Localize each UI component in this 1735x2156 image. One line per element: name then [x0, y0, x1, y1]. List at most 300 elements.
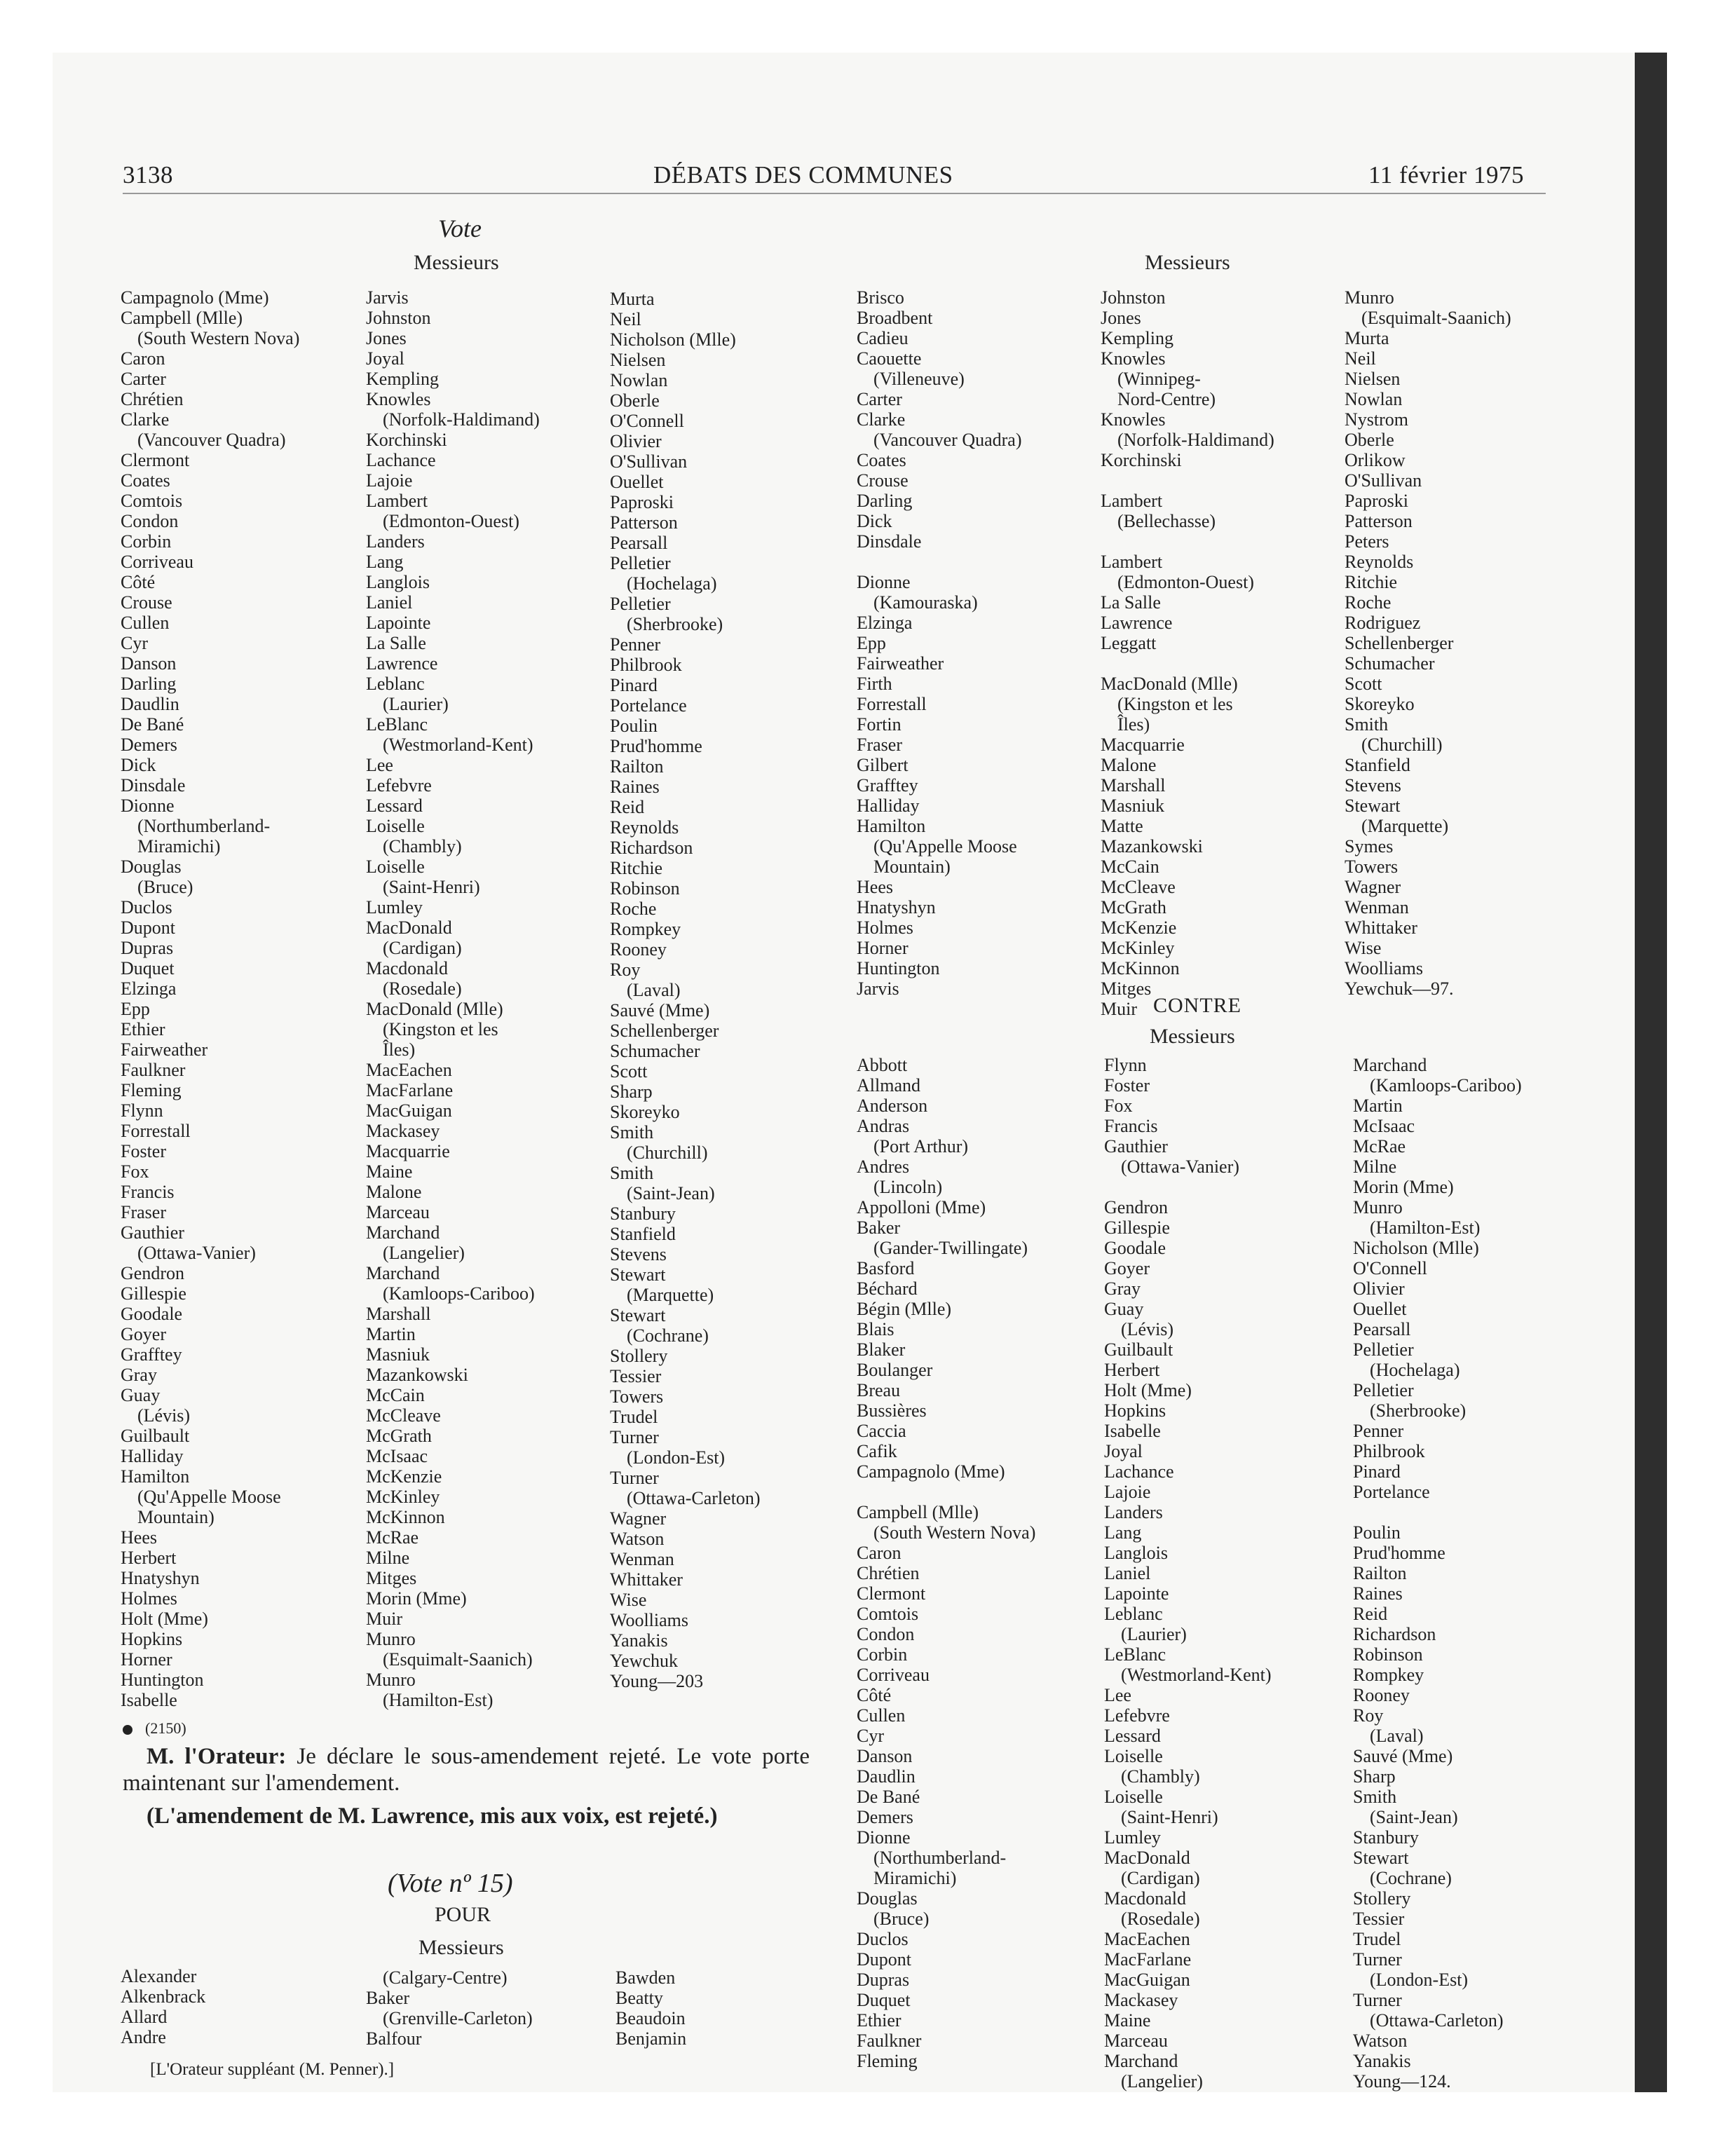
member-name: Holmes [857, 917, 913, 938]
member-name: LeBlanc [366, 714, 428, 735]
member-name: (Laurier) [383, 694, 449, 714]
member-name: Smith [1345, 714, 1389, 735]
member-name: Holt (Mme) [121, 1609, 208, 1629]
member-name: Gillespie [121, 1283, 186, 1304]
member-name: Ethier [857, 2010, 901, 2031]
member-name: Stanbury [610, 1203, 676, 1224]
member-name: Faulkner [857, 2031, 922, 2051]
member-name: Whittaker [1345, 917, 1417, 938]
member-name: Gendron [1104, 1197, 1168, 1217]
member-name: Nystrom [1345, 409, 1408, 430]
member-name: Stewart [610, 1305, 666, 1325]
contre-column-3 [1353, 1055, 1522, 2092]
member-name: Marceau [1104, 2031, 1168, 2051]
member-name: Reynolds [1345, 552, 1414, 572]
member-name: (Sherbrooke) [1370, 1400, 1467, 1421]
member-name: Macdonald [366, 958, 448, 978]
member-name: (Cochrane) [1370, 1868, 1452, 1888]
member-name: Paproski [610, 492, 674, 512]
member-name: Malone [1101, 755, 1157, 775]
member-name: Crouse [857, 470, 909, 491]
member-name: Milne [1353, 1157, 1397, 1177]
member-name: Masniuk [366, 1344, 430, 1365]
member-name: McKinnon [1101, 958, 1180, 978]
member-name: Turner [610, 1427, 659, 1447]
member-name: (Ottawa-Carleton) [627, 1488, 761, 1508]
member-name: Yanakis [610, 1630, 668, 1651]
member-name: Roche [610, 899, 657, 919]
member-name: Chrétien [121, 389, 184, 409]
member-name: Gauthier [121, 1222, 184, 1243]
time-marker-text: (2150) [145, 1719, 186, 1737]
member-name: Duclos [857, 1929, 909, 1949]
member-name: Cyr [857, 1726, 884, 1746]
member-name: De Bané [857, 1787, 920, 1807]
member-name: Holt (Mme) [1104, 1380, 1192, 1400]
messieurs-heading-contre: Messieurs [1150, 1025, 1235, 1048]
member-name: Roy [1353, 1705, 1384, 1726]
member-name: Watson [1353, 2031, 1408, 2051]
member-name: Daudlin [121, 694, 179, 714]
member-name: Penner [610, 634, 661, 655]
member-name: Grafftey [121, 1344, 182, 1365]
member-name: Gillespie [1104, 1217, 1170, 1238]
member-name: Brisco [857, 287, 904, 308]
member-name: Caouette [857, 348, 922, 369]
member-name: Forrestall [857, 694, 927, 714]
member-name: Prud'homme [610, 736, 702, 756]
member-name: (Vancouver Quadra) [873, 430, 1022, 450]
member-name: (Lincoln) [873, 1177, 943, 1197]
pour-column-3 [615, 1967, 686, 2049]
member-name: Clermont [857, 1583, 926, 1604]
member-name: Nicholson (Mlle) [610, 329, 736, 350]
member-name: (Ottawa-Vanier) [1121, 1157, 1239, 1177]
vote-15-heading: (Vote nº 15) [388, 1869, 513, 1898]
member-name: Oberle [610, 390, 660, 411]
member-name: Mazankowski [366, 1365, 468, 1385]
member-name: Munro [366, 1629, 416, 1649]
member-name: Mountain) [873, 857, 951, 877]
member-name: (Hochelaga) [1370, 1360, 1460, 1380]
member-name: Turner [1353, 1990, 1402, 2010]
member-name: Fleming [121, 1080, 182, 1100]
member-name: Baker [366, 1988, 410, 2008]
member-name: Langlois [1104, 1543, 1168, 1563]
member-name: Leblanc [366, 674, 425, 694]
member-name: MacDonald [1104, 1848, 1190, 1868]
member-name: (Rosedale) [383, 978, 462, 999]
member-name: Danson [121, 653, 177, 674]
member-name: Hopkins [1104, 1400, 1166, 1421]
member-name: Lefebvre [1104, 1705, 1170, 1726]
member-name: LeBlanc [1104, 1644, 1166, 1665]
member-name: Macquarrie [366, 1141, 450, 1161]
member-name: (Chambly) [383, 836, 462, 857]
member-name: Coates [857, 450, 906, 470]
member-name: Gray [1104, 1278, 1141, 1299]
member-name: Olivier [610, 431, 662, 451]
member-name: Reid [610, 797, 645, 817]
member-name: Korchinski [366, 430, 447, 450]
member-name: (Kingston et les [1117, 694, 1233, 714]
member-name: Marchand [366, 1222, 440, 1243]
member-name: Lachance [366, 450, 436, 470]
member-name: McKenzie [1101, 917, 1177, 938]
journal-title: DÉBATS DES COMMUNES [653, 161, 953, 189]
member-name: (Hochelaga) [627, 573, 717, 594]
member-name: (Kamloops-Cariboo) [1370, 1075, 1522, 1096]
member-name: Clarke [121, 409, 170, 430]
member-name: Young—124. [1353, 2071, 1451, 2092]
member-name: Chrétien [857, 1563, 920, 1583]
member-name: Wise [610, 1590, 647, 1610]
member-name: Sharp [1353, 1766, 1396, 1787]
member-name: Dupras [121, 938, 174, 958]
member-name: Lapointe [1104, 1583, 1169, 1604]
member-name: Stanfield [1345, 755, 1410, 775]
pour-heading: POUR [435, 1903, 491, 1926]
member-name: Loiselle [366, 857, 425, 877]
member-name: Allard [121, 2007, 168, 2027]
member-name: Robinson [610, 878, 680, 899]
member-name: Munro [366, 1670, 416, 1690]
member-name: Mitges [366, 1568, 417, 1588]
member-name: Herbert [121, 1548, 177, 1568]
member-name: Gilbert [857, 755, 909, 775]
member-name: Flynn [1104, 1055, 1147, 1075]
member-name: Oberle [1345, 430, 1394, 450]
member-name: Wenman [1345, 897, 1409, 917]
member-name: (Cardigan) [1121, 1868, 1200, 1888]
speaker-text: Je déclare le sous-amendement rejeté. Le vote porte maintenant sur l'amendement. [123, 1744, 810, 1796]
member-name: Portelance [1353, 1482, 1430, 1502]
member-name: (Rosedale) [1121, 1909, 1200, 1929]
member-name: Horner [121, 1649, 172, 1670]
member-name [1353, 1502, 1522, 1522]
member-name: (Saint-Henri) [383, 877, 480, 897]
vote-column-4 [857, 287, 1022, 999]
member-name: Crouse [121, 592, 172, 613]
member-name: Johnston [1101, 287, 1166, 308]
member-name: Skoreyko [1345, 694, 1415, 714]
member-name: Guay [121, 1385, 161, 1405]
member-name: (Laval) [627, 980, 681, 1000]
header-rule [123, 193, 1546, 194]
member-name: Wenman [610, 1549, 674, 1569]
member-name: Guilbault [121, 1426, 190, 1446]
vote-column-6 [1345, 287, 1511, 999]
member-name: McIsaac [1353, 1116, 1415, 1136]
member-name: Basford [857, 1258, 915, 1278]
member-name: Johnston [366, 308, 431, 328]
member-name: MacEachen [1104, 1929, 1190, 1949]
member-name: Pelletier [610, 553, 671, 573]
member-name: Schellenberger [610, 1021, 719, 1041]
member-name: (Churchill) [1361, 735, 1443, 755]
member-name: Leblanc [1104, 1604, 1163, 1624]
page-date: 11 février 1975 [1368, 161, 1524, 189]
member-name: McKenzie [366, 1466, 442, 1487]
member-name: Pelletier [610, 594, 671, 614]
member-name: La Salle [1101, 592, 1161, 613]
member-name: Joyal [1104, 1441, 1143, 1461]
member-name: Hamilton [857, 816, 926, 836]
member-name: Peters [1345, 531, 1389, 552]
member-name: (Gander-Twillingate) [873, 1238, 1028, 1258]
member-name: Hopkins [121, 1629, 183, 1649]
messieurs-heading-left: Messieurs [414, 251, 499, 274]
member-name: Kempling [366, 369, 439, 389]
member-name: MacDonald (Mlle) [1101, 674, 1238, 694]
member-name: Mitges [1101, 978, 1152, 999]
member-name: (Churchill) [627, 1142, 708, 1163]
member-name: (Winnipeg- [1117, 369, 1201, 389]
member-name: Sharp [610, 1082, 653, 1102]
member-name: Caccia [857, 1421, 906, 1441]
member-name: Fraser [121, 1202, 166, 1222]
member-name: Campbell (Mlle) [857, 1502, 979, 1522]
member-name: (Marquette) [1361, 816, 1449, 836]
member-name: Lefebvre [366, 775, 432, 796]
member-name: McRae [366, 1527, 419, 1548]
member-name: Jarvis [857, 978, 899, 999]
member-name: Stollery [610, 1346, 668, 1366]
member-name: Mountain) [137, 1507, 215, 1527]
member-name: Demers [857, 1807, 913, 1827]
member-name: (Ottawa-Vanier) [137, 1243, 256, 1263]
member-name: Andres [857, 1157, 910, 1177]
member-name: Yewchuk—97. [1345, 978, 1454, 999]
member-name: (Langelier) [1121, 2071, 1203, 2092]
member-name: Marchand [366, 1263, 440, 1283]
vote-column-3 [610, 289, 761, 1691]
member-name: Fleming [857, 2051, 918, 2071]
member-name: Symes [1345, 836, 1394, 857]
member-name: Roche [1345, 592, 1392, 613]
member-name: Caron [857, 1543, 901, 1563]
member-name: Halliday [121, 1446, 184, 1466]
member-name: Miramichi) [137, 836, 221, 857]
member-name: Roy [610, 960, 641, 980]
member-name: (Sherbrooke) [627, 614, 723, 634]
member-name: (Qu'Appelle Moose [873, 836, 1017, 857]
speaker-label: M. l'Orateur: [147, 1744, 287, 1769]
member-name: Îles) [1117, 714, 1150, 735]
member-name: Allmand [857, 1075, 920, 1096]
messieurs-heading-right: Messieurs [1145, 251, 1230, 274]
member-name: Nowlan [1345, 389, 1403, 409]
member-name: Ouellet [1353, 1299, 1407, 1319]
member-name: Yewchuk [610, 1651, 679, 1671]
member-name: Caron [121, 348, 165, 369]
member-name: Balfour [366, 2028, 422, 2049]
member-name: Jones [366, 328, 407, 348]
member-name: Laniel [366, 592, 413, 613]
member-name: Joyal [366, 348, 404, 369]
member-name: Lajoie [1104, 1482, 1151, 1502]
member-name: Hnatyshyn [121, 1568, 200, 1588]
member-name: (Marquette) [627, 1285, 714, 1305]
member-name: Reid [1353, 1604, 1388, 1624]
bullet-icon [123, 1725, 132, 1735]
vote-column-1 [121, 287, 299, 1710]
member-name: (Bruce) [873, 1909, 930, 1929]
member-name: (South Western Nova) [873, 1522, 1036, 1543]
member-name: Mackasey [366, 1121, 440, 1141]
member-name: Smith [610, 1163, 654, 1183]
contre-heading: CONTRE [1153, 994, 1241, 1017]
member-name: (Norfolk-Haldimand) [383, 409, 540, 430]
member-name: (Cardigan) [383, 938, 462, 958]
member-name: Watson [610, 1529, 665, 1549]
member-name: Foster [121, 1141, 166, 1161]
member-name: Raines [1353, 1583, 1403, 1604]
member-name: Hnatyshyn [857, 897, 936, 917]
member-name: Lajoie [366, 470, 413, 491]
member-name: Fraser [857, 735, 902, 755]
member-name: Darling [857, 491, 913, 511]
member-name: (South Western Nova) [137, 328, 300, 348]
member-name: Stewart [1353, 1848, 1409, 1868]
member-name: Boulanger [857, 1360, 933, 1380]
member-name: Smith [610, 1122, 654, 1142]
member-name: Morin (Mme) [1353, 1177, 1454, 1197]
member-name: Lambert [1101, 552, 1163, 572]
member-name: (Laurier) [1121, 1624, 1187, 1644]
member-name: (Vancouver Quadra) [137, 430, 286, 450]
member-name: Trudel [1353, 1929, 1401, 1949]
member-name: Penner [1353, 1421, 1404, 1441]
member-name: Bussières [857, 1400, 927, 1421]
member-name: Dinsdale [121, 775, 186, 796]
member-name: Railton [1353, 1563, 1407, 1583]
member-name: Pearsall [1353, 1319, 1411, 1339]
member-name: Munro [1345, 287, 1394, 308]
member-name: Laniel [1104, 1563, 1151, 1583]
member-name: Turner [1353, 1949, 1402, 1970]
member-name: Stevens [1345, 775, 1401, 796]
member-name: Mackasey [1104, 1990, 1178, 2010]
member-name: Corbin [857, 1644, 908, 1665]
member-name: Philbrook [610, 655, 682, 675]
member-name: Stanbury [1353, 1827, 1419, 1848]
member-name: Corriveau [121, 552, 193, 572]
pour-column-1 [121, 1966, 205, 2047]
member-name: Campbell (Mlle) [121, 308, 243, 328]
member-name: Rompkey [610, 919, 681, 939]
member-name: Knowles [1101, 348, 1166, 369]
member-name: Stollery [1353, 1888, 1411, 1909]
member-name: Horner [857, 938, 909, 958]
member-name: Richardson [1353, 1624, 1436, 1644]
member-name: Goodale [121, 1304, 183, 1324]
member-name: Maine [366, 1161, 413, 1182]
member-name: Hees [121, 1527, 157, 1548]
member-name: Morin (Mme) [366, 1588, 467, 1609]
member-name: Appolloni (Mme) [857, 1197, 986, 1217]
member-name: Martin [366, 1324, 416, 1344]
member-name: Murta [610, 289, 655, 309]
member-name: (Esquimalt-Saanich) [1361, 308, 1511, 328]
member-name: Loiselle [1104, 1787, 1163, 1807]
member-name: (Qu'Appelle Moose [137, 1487, 281, 1507]
member-name: Demers [121, 735, 177, 755]
member-name: Anderson [857, 1096, 928, 1116]
member-name: Dupont [857, 1949, 911, 1970]
member-name: Carter [121, 369, 166, 389]
member-name: (Westmorland-Kent) [383, 735, 533, 755]
member-name: Tessier [1353, 1909, 1405, 1929]
member-name: O'Connell [610, 411, 684, 431]
member-name: (Cochrane) [627, 1325, 709, 1346]
member-name: Towers [610, 1386, 664, 1407]
member-name: Francis [121, 1182, 175, 1202]
member-name: Young—203 [610, 1671, 704, 1691]
member-name: Daudlin [857, 1766, 916, 1787]
member-name: Pelletier [1353, 1380, 1414, 1400]
member-name: Marshall [1101, 775, 1166, 796]
member-name: (Saint-Jean) [1370, 1807, 1458, 1827]
member-name: Douglas [121, 857, 182, 877]
member-name: Martin [1353, 1096, 1403, 1116]
member-name: McCain [1101, 857, 1159, 877]
member-name: McCain [366, 1385, 425, 1405]
member-name: Macdonald [1104, 1888, 1186, 1909]
member-name: McGrath [366, 1426, 432, 1446]
footnote: [L'Orateur suppléant (M. Penner).] [150, 2060, 395, 2079]
member-name: Broadbent [857, 308, 933, 328]
member-name: Béchard [857, 1278, 918, 1299]
contre-column-2 [1104, 1055, 1272, 2092]
member-name: Danson [857, 1746, 913, 1766]
member-name: Blaker [857, 1339, 906, 1360]
member-name: Wagner [610, 1508, 667, 1529]
member-name: Neil [1345, 348, 1376, 369]
member-name: Lawrence [366, 653, 438, 674]
member-name: Philbrook [1353, 1441, 1425, 1461]
member-name: Dionne [857, 572, 911, 592]
member-name: Towers [1345, 857, 1399, 877]
member-name: Corriveau [857, 1665, 930, 1685]
member-name: O'Sullivan [610, 451, 688, 472]
member-name: Foster [1104, 1075, 1150, 1096]
member-name: Dionne [121, 796, 175, 816]
member-name: MacDonald (Mlle) [366, 999, 503, 1019]
member-name: (Northumberland- [137, 816, 271, 836]
member-name: Lang [366, 552, 404, 572]
member-name: Marshall [366, 1304, 431, 1324]
member-name: Rompkey [1353, 1665, 1424, 1685]
member-name: (Ottawa-Carleton) [1370, 2010, 1504, 2031]
member-name: Pearsall [610, 533, 668, 553]
member-name: Schumacher [1345, 653, 1435, 674]
member-name: Maine [1104, 2010, 1151, 2031]
member-name: Beatty [615, 1988, 663, 2008]
member-name [1101, 653, 1274, 674]
member-name: Rodriguez [1345, 613, 1421, 633]
scan-edge-bar [1635, 53, 1667, 2092]
member-name: Pelletier [1353, 1339, 1414, 1360]
member-name: Marchand [1353, 1055, 1427, 1075]
member-name: Baker [857, 1217, 901, 1238]
member-name: Mazankowski [1101, 836, 1203, 857]
member-name: Landers [1104, 1502, 1163, 1522]
member-name: (Esquimalt-Saanich) [383, 1649, 533, 1670]
member-name: Fairweather [121, 1039, 208, 1060]
member-name: Pinard [610, 675, 658, 695]
member-name: McKinley [1101, 938, 1175, 958]
